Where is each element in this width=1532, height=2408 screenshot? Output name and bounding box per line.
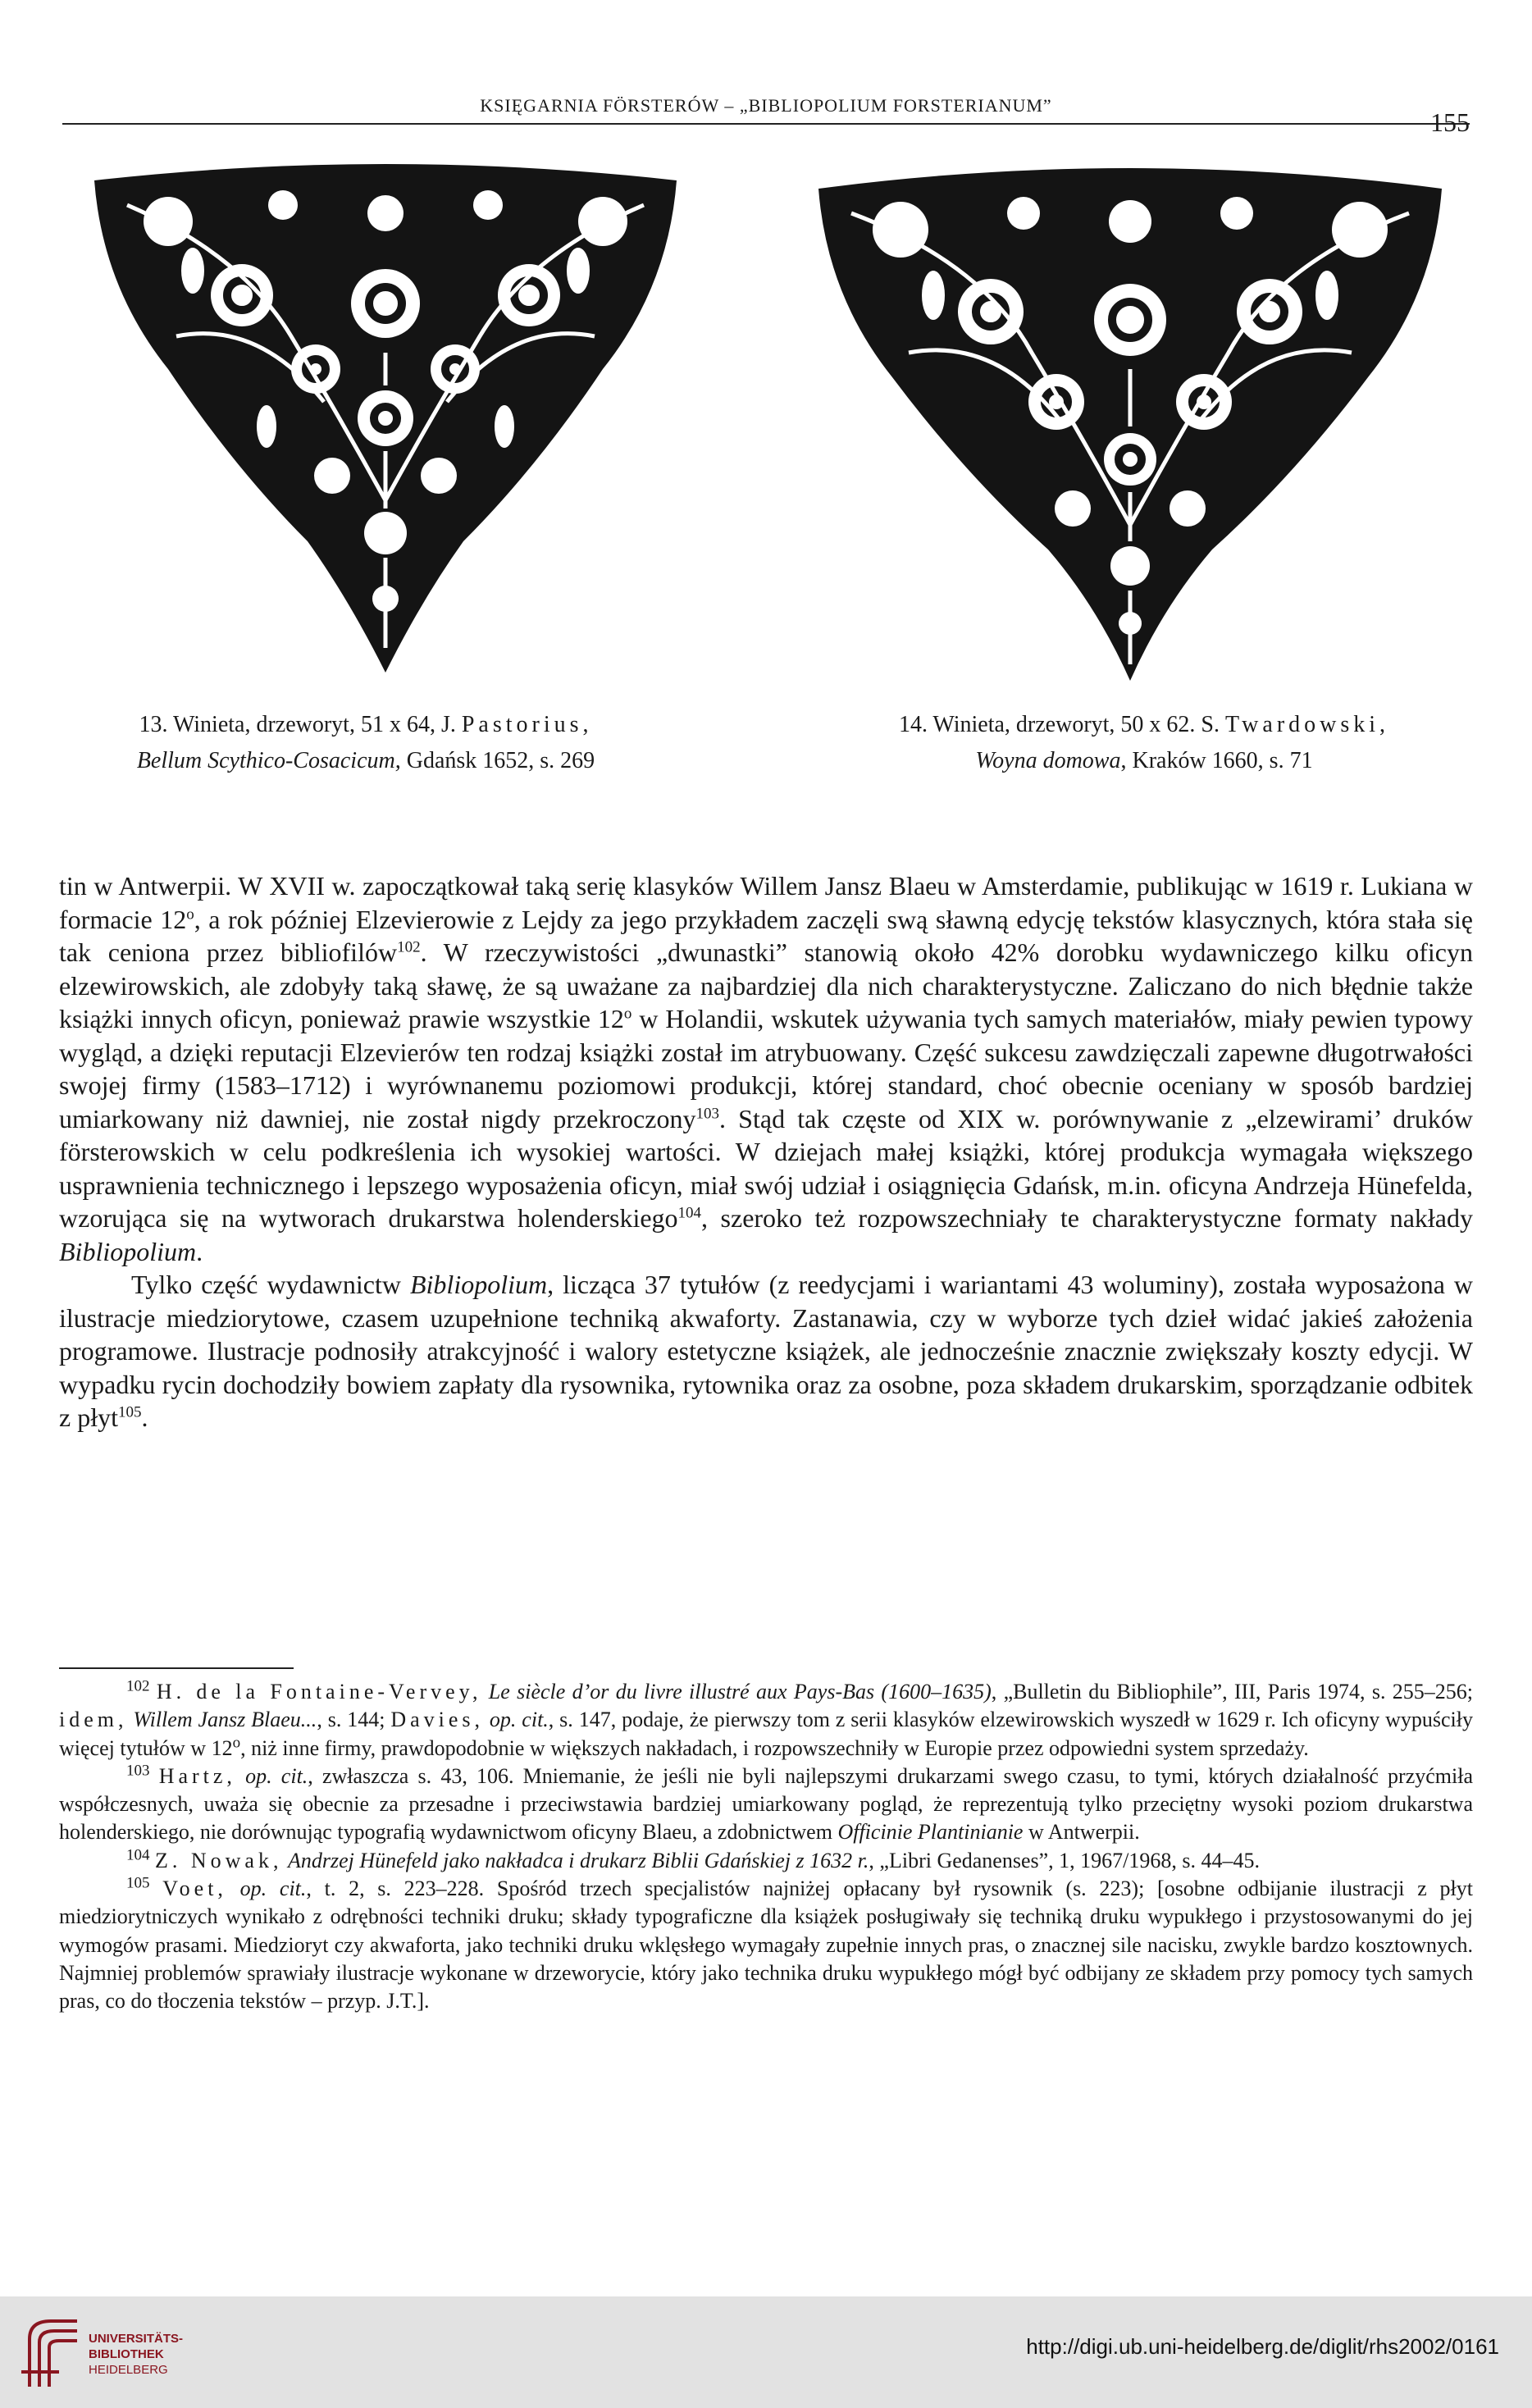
library-logo-icon — [18, 2315, 84, 2390]
text-run: , s. 147, podaje, że pierwszy tom z serii klasyków elzewirowskich wyszedł w 1629 r. Ich oficyny wypuściły więcej tytułów w 12 — [59, 1708, 1474, 1760]
footnote-105 — [59, 1875, 1473, 2015]
footnote-opcit: op. cit. — [245, 1763, 308, 1788]
text-run: w Antwerpii. — [1023, 1820, 1140, 1845]
footnote-author: Davies, — [390, 1708, 485, 1732]
main-text — [59, 869, 1473, 1434]
text-run: , niż inne firmy, prawdopodobnie w większych nakładach, i rozpowszechniły w Europie przez odpowiedni system sprzedaży. — [240, 1735, 1309, 1760]
logo-line: HEIDELBERG — [89, 2363, 168, 2377]
text-run: , „Libri Gedanenses”, 1, 1967/1968, s. 44–45. — [869, 1848, 1261, 1872]
text-run: tin w Antwerpii. W XVII w. zapoczątkował taką serię klasyków Willem Jansz Blaeu w Amsterdamie, publikując w 1619 r. Lukiana w formacie 12 — [59, 871, 1473, 934]
footnote-102 — [59, 1678, 1473, 1763]
digitization-footer — [0, 2296, 1532, 2408]
text-run: . — [196, 1236, 203, 1266]
footnote-author: H. de la Fontaine-Vervey, — [156, 1680, 482, 1703]
source-url-link[interactable]: http://digi.ub.uni-heidelberg.de/diglit/rhs2002/0161 — [1026, 2334, 1499, 2359]
footnote-title: Willem Jansz Blaeu... — [133, 1708, 317, 1732]
caption-14-author: Twardowski, — [1225, 712, 1390, 737]
logo-line: UNIVERSITÄTS- — [89, 2332, 184, 2346]
text-run: , t. 2, s. 223–228. Spośród trzech specjalistów najniżej opłacany był rysownik (s. 223); [osobne odbijanie ilustracji z płyt miedziorytniczych wynikało z odrębności techniki druku; składy typograficzne dla książek posługiwały się techniką druku wypukłego i przystosowanymi do jej wymogów prasami. Miedzioryt czy akwaforta, jako techniki druku wklęsłego wymagały zupełnie innych pras, o znacznej sile nacisku, zwykle bardzo kosztownych. Najmniej problemów sprawiały ilustracje wykonane w drzeworycie, który jako technika druku wypukłego mógł być odbijany ze składem przy pomocy tych samych pras, co do tłoczenia tekstów – przyp. J.T.]. — [59, 1877, 1473, 2014]
degree-sign: o — [232, 1733, 241, 1751]
figure-caption-13 — [62, 707, 669, 779]
degree-sign: o — [623, 1005, 632, 1023]
footnote-103 — [59, 1763, 1473, 1847]
footnote-title: Officinie Plantinianie — [837, 1820, 1024, 1845]
text-run: , s. 144; — [317, 1708, 391, 1732]
footnote-author: Z. Nowak, — [155, 1848, 283, 1872]
footnote-ref-103[interactable]: 103 — [695, 1104, 719, 1122]
vignette-14-image — [802, 156, 1458, 689]
degree-sign: o — [186, 905, 194, 923]
caption-13-line1: 13. Winieta, drzeworyt, 51 x 64, J. — [139, 712, 462, 737]
running-header — [62, 82, 1470, 137]
footnote-author: idem, — [59, 1708, 128, 1732]
text-run: , licząca 37 tytułów (z reedycjami i wariantami 43 woluminy), została wyposażona w ilustracje miedziorytowe, czasem uzupełnione techniką akwaforty. Zastanawia, czy w wyborze tych dzieł widać jakieś założenia programowe. Ilustracje podnosiły atrakcyjność i walory estetyczne książek, ale jednocześnie znacznie zwiększały koszty edycji. W wypadku rycin dochodziły bowiem zapłaty dla rysownika, rytownika oraz za osobne, poza składem drukarskim, sporządzanie odbitek z płyt — [59, 1270, 1474, 1432]
footnote-104 — [59, 1847, 1473, 1875]
logo-line: BIBLIOTHEK — [89, 2347, 164, 2361]
text-run: w Holandii, wskutek używania tych samych materiałów, miały pewien typowy wygląd, a dzięki reputacji Elzevierów ten rodzaj książki został im atrybuowany. Część sukcesu zawdzięczali zapewne długotrwałości swojej firmy (1583–1712) i wyrównanemu poziomowi produkcji, której standard, choć obecnie oceniany w sposób bardziej umiarkowany niż dawniej, nie został nigdy przekroczony — [59, 1004, 1474, 1133]
footnote-opcit: op. cit. — [489, 1708, 549, 1732]
footnote-number: 102 — [126, 1677, 150, 1695]
footnote-title: Le siècle d’or du livre illustré aux Pays-Bas (1600–1635) — [488, 1680, 992, 1703]
text-run: . Stąd tak częste od XIX w. porównywanie z „elzewirami’ druków försterowskich w celu podkreślenia ich wysokiej wartości. W dziejach małej książki, której produkcja wymagała większego usprawnienia technicznego i lepszego wyposażenia oficyn, miał swój udział i osiągnięcia Gdańsk, m.in. oficyna Andrzeja Hünefelda, wzorująca się na wytworach drukarstwa holenderskiego — [59, 1103, 1474, 1233]
text-run: . W rzeczywistości „dwunastki” stanowią około 42% dorobku wydawniczego kilku oficyn elzewirowskich, ale zdobyły taką sławę, że są uważane za najbardziej dla nich charakterystyczne. Zaliczano do nich błędnie także książki innych oficyn, ponieważ prawie wszystkie 12 — [59, 937, 1474, 1033]
text-run: , zwłaszcza s. 43, 106. Mniemanie, że jeśli nie byli najlepszymi drukarzami swego czasu, to tymi, których działalność przyćmiła współczesnych, uważa się obecnie za przesadne i przeciwstawia bardziej umiarkowany pogląd, że reprezentują tylko przeciętny wysoki poziom drukarstwa holenderskiego, nie dorównując typografią wydawnictwom oficyny Blaeu, a zdobnictwem — [59, 1763, 1473, 1845]
figure-caption-14 — [820, 707, 1468, 779]
footnote-ref-102[interactable]: 102 — [397, 938, 421, 956]
running-title: KSIĘGARNIA FÖRSTERÓW – „BIBLIOPOLIUM FORSTERIANUM” — [480, 95, 1052, 116]
footnote-opcit: op. cit. — [239, 1877, 307, 1901]
footnote-ref-104[interactable]: 104 — [677, 1204, 702, 1222]
footnote-number: 105 — [126, 1874, 150, 1892]
text-run: , „Bulletin du Bibliophile”, III, Paris 1974, s. 255–256; — [991, 1680, 1474, 1703]
library-logo-text — [89, 2331, 183, 2378]
caption-13-imprint: Gdańsk 1652, s. 269 — [400, 748, 595, 773]
footnote-separator — [59, 1667, 294, 1669]
caption-13-author: Pastorius, — [461, 712, 593, 737]
page-number: 155 — [1430, 107, 1470, 137]
text-run: , a rok później Elzevierowie z Lejdy za jego przykładem zaczęli swą sławną edycję tekstów klasycznych, która stała się tak ceniona przez bibliofilów — [59, 904, 1474, 967]
caption-14-line1: 14. Winieta, drzeworyt, 50 x 62. S. — [898, 712, 1226, 737]
caption-13-title: Bellum Scythico-Cosacicum, — [136, 748, 401, 773]
footnote-title: Andrzej Hünefeld jako nakładca i drukarz Biblii Gdańskiej z 1632 r. — [287, 1848, 869, 1872]
caption-14-imprint: , Kraków 1660, s. 71 — [1120, 748, 1313, 773]
caption-14-title: Woyna domowa — [975, 748, 1121, 773]
vignette-13-image — [78, 156, 693, 681]
footnotes — [59, 1678, 1473, 2016]
footnote-author: Hartz, — [158, 1763, 236, 1788]
footnote-ref-105[interactable]: 105 — [117, 1403, 142, 1421]
italic-title: Bibliopolium — [59, 1236, 197, 1266]
footnote-author: Voet, — [162, 1877, 227, 1901]
footnote-number: 104 — [126, 1846, 150, 1864]
paragraph-2 — [59, 1268, 1473, 1434]
text-run: , szeroko też rozpowszechniały te charakterystyczne formaty nakłady — [701, 1203, 1474, 1233]
footnote-number: 103 — [126, 1762, 150, 1780]
text-run: Tylko część wydawnictw — [131, 1270, 410, 1299]
paragraph-1 — [59, 869, 1473, 1268]
italic-title: Bibliopolium — [409, 1270, 548, 1299]
text-run: . — [141, 1402, 148, 1432]
